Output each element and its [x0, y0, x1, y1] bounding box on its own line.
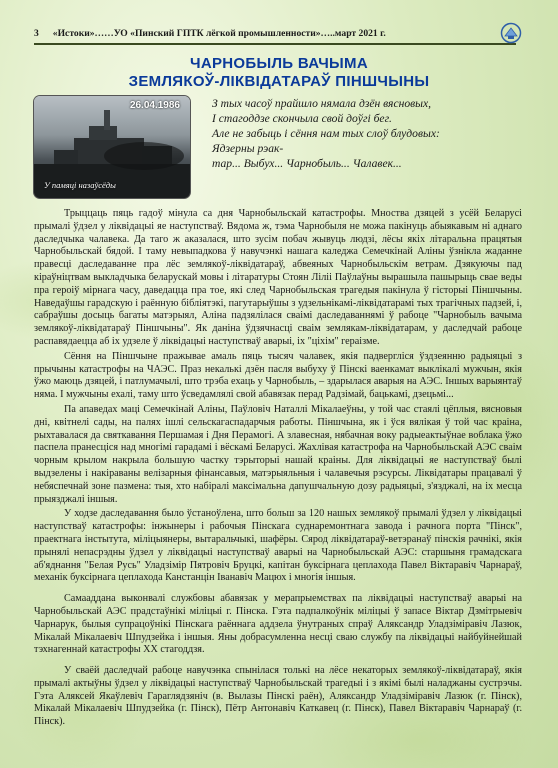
article-paragraph: Трыццаць пяць гадоў мінула са дня Чарнобыльскай катастрофы. Мноства дзяцей з усёй Беларусі прымалі ўдзел у ліквідацыі яе наступстваў. Вядома ж, тэма Чарнобыля не можа пакінуць абыякавым ні аднаго даследчыка чалавека. Да таго ж аказалася, што зусім побач жывуць людзі, лёсы якіх літаральна працятыя Чарнобыльскай бядой. І таму невыпадкова ў навучэнкі нашага каледжа Семечкінай Аліны ўзнікла жаданне правесці даследаванне пра лёс землякоў-ліквідатараў, абвеяных Чарнобыльскім ветрам. Дзякуючы пад кіраўніцтвам выкладчыка беларускай мовы і літаратуры Стоян Ліліі Паўлаўны вырашыла пашырыць свае веды пра героіў мірнага часу, даведацца пра тое, які след Чарнобыльская трагедыя пакінула ў гісторыі Піншчыны. Наведаўшы гарадскую і раённую бібліятэкі, пагутарыўшы з удзельнікамі-ліквідатарамі тых трагічных падзей, і, сабраўшы досыць багаты матэрыял, Аліна падзялілася сваімі даследаваннямі ў рабоце "Чарнобыль вачыма землякоў-ліквідатараў Піншчыны". Як даніна ўдзячнасці сваім землякам-ліквідатарам, у даследчай рабоце распавядаецца аб іх удзеле ў ліквідацыі наступстваў аварыі, іх "ціхім" гераізме. [34, 208, 522, 347]
header-text: «Истоки»……УО «Пинский ГПТК лёгкой промышленности»…..март 2021 г. [52, 27, 386, 39]
poem [212, 96, 522, 171]
poem-line: тар... Выбух... Чарнобыль... Чалавек... [212, 157, 402, 170]
poem-line: Ядзерны рэак- [212, 142, 284, 155]
poem-line: З тых часоў прайшло нямала дзён вясновых, [212, 97, 432, 110]
article-title-line1: ЧАРНОБЫЛЬ ВАЧЫМА [190, 55, 368, 72]
article-paragraph: Па апаведах маці Семечкінай Аліны, Паўловіч Наталлі Мікалаеўны, у той час стаялі цёплыя, вясновыя дні, квітнелі сады, на палях ішлі сельскагаспадарчыя работы. Піншчына, як і ўся вялікая ў той час краіна, рыхтавалася да святкавання Першамая і Дня Перамогі. А злавесная, нябачная воку радыеактыўнае воблака ўжо паспела пранесціся над многімі гарадамі і вёскамі Беларусі. Жахлівая катастрофа на Чарнобыльскай АЭС сваім чорным крылом накрыла большую частку тэрыторыі нашай краіны. Для ліквідацыі яе наступстваў былі выдзелены і накіраваны велізарныя фінансавыя, матэрыяльныя і чалавечыя рэсурсы. Ліквідатары працавалі ў небяспечнай зоне пазмена: тыя, хто набіралі максімальна дапушчальную дозу радыяцыі, з'язджалі, на іх месца прыязджалі іншыя. [34, 403, 522, 505]
header-rule [34, 43, 516, 45]
article-paragraph: У сваёй даследчай рабоце навучэнка спынілася толькі на лёсе некаторых землякоў-ліквідатараў, якія прымалі актыўны ўдзел у ліквідацыі наступстваў Чарнобыльскай трагедыі і з якімі былі наладжаны сустрэчы. Гэта Аляксей Якаўлевіч Гараглядзяніч (в. Вылазы Пінскі раён), Аляксандр Уладзіміравіч Лазюк (г. Пінск), Мікалай Мікалаевіч Шпудзейка (г. Пінск), Пётр Антонавіч Каткавец (г. Пінск), Павел Віктаравіч Чарнараў (г. Пінск). [34, 665, 522, 728]
article-body [34, 208, 522, 731]
photo-date: 26.04.1986 [129, 100, 180, 111]
college-logo-icon [500, 22, 522, 44]
chernobyl-photo [34, 96, 190, 198]
poem-line: Але не забыць і сёння нам тых слоў блудовых: [212, 127, 440, 140]
poem-line: І стагоддзе скончыла свой доўгі бег. [212, 112, 392, 125]
article-title-line2: ЗЕМЛЯКОЎ-ЛІКВІДАТАРАЎ ПІНШЧЫНЫ [128, 73, 430, 90]
article-paragraph: Самааддана выконвалі службовы абавязак у мерапрыемствах па ліквідацыі наступстваў аварыі на Чарнобыльскай АЭС прадстаўнікі міліцыі г. Пінска. Гэта падпалкоўнік міліцыі ў запасе Віктар Дзмітрыевіч Чарнарук, былыя супрацоўнікі Пінскага раённага аддзела ўнутраных спраў Аляксандр Уладзіміравіч Лазюк, Мікалай Мікалаевіч Шпудзейка і іншыя. Яны добрасумленна несці сваю службу па ліквідацыі найбуйнейшай тэхнагеннай катастрофы XX стагоддзя. [34, 593, 522, 656]
page-number: 3 [34, 27, 39, 39]
article-paragraph: Сёння на Піншчыне пражывае амаль пяць тысяч чалавек, якія падвергліся ўздзеянню радыяцыі з прычыны катастрофы на ЧАЭС. Праз некалькі дзён пасля выбуху ў Пінскі ваенкамат выклікалі мужчын, якія ўжо маюць дзяцей, і патлумачылі, што трэба ехаць у Чарнобыль, – здарылася аварыя на АЭС. Іншых варыянтаў няма. І мужчыны ехалі, таму што ўсведамлялі свой абавязак перад Радзімай, бацькамі, дзецьмі... [34, 350, 522, 401]
page-header [34, 26, 514, 40]
photo-caption: У памяці назаўсёды [44, 180, 116, 190]
article-paragraph: У ходзе даследавання было ўстаноўлена, што больш за 120 нашых землякоў прымалі ўдзел у ліквідацыі наступстваў катастрофы: інжынеры і рабочыя Пінскага суднаремонтнага завода і рачнога порта "Пінск", праектнага інстытута, міліцыянеры, вытаральчыкі, шафёры. Сярод ліквідатараў-ветэранаў пінскія рачнікі, якія прынялі непасрэдны ўдзел у ліквідацыі наступстваў аварыі на Чарнобыльскай АЭС: старшыня грамадскага аб'яднання "Белая Русь" Уладзімір Пятровіч Бруцкі, капітан буксірнага цеплахода Павел Віктаравіч Чарнараў, механік буксірнага цеплахода Канстанцін Іванавіч Мацюх і многія іншыя. [34, 508, 522, 584]
